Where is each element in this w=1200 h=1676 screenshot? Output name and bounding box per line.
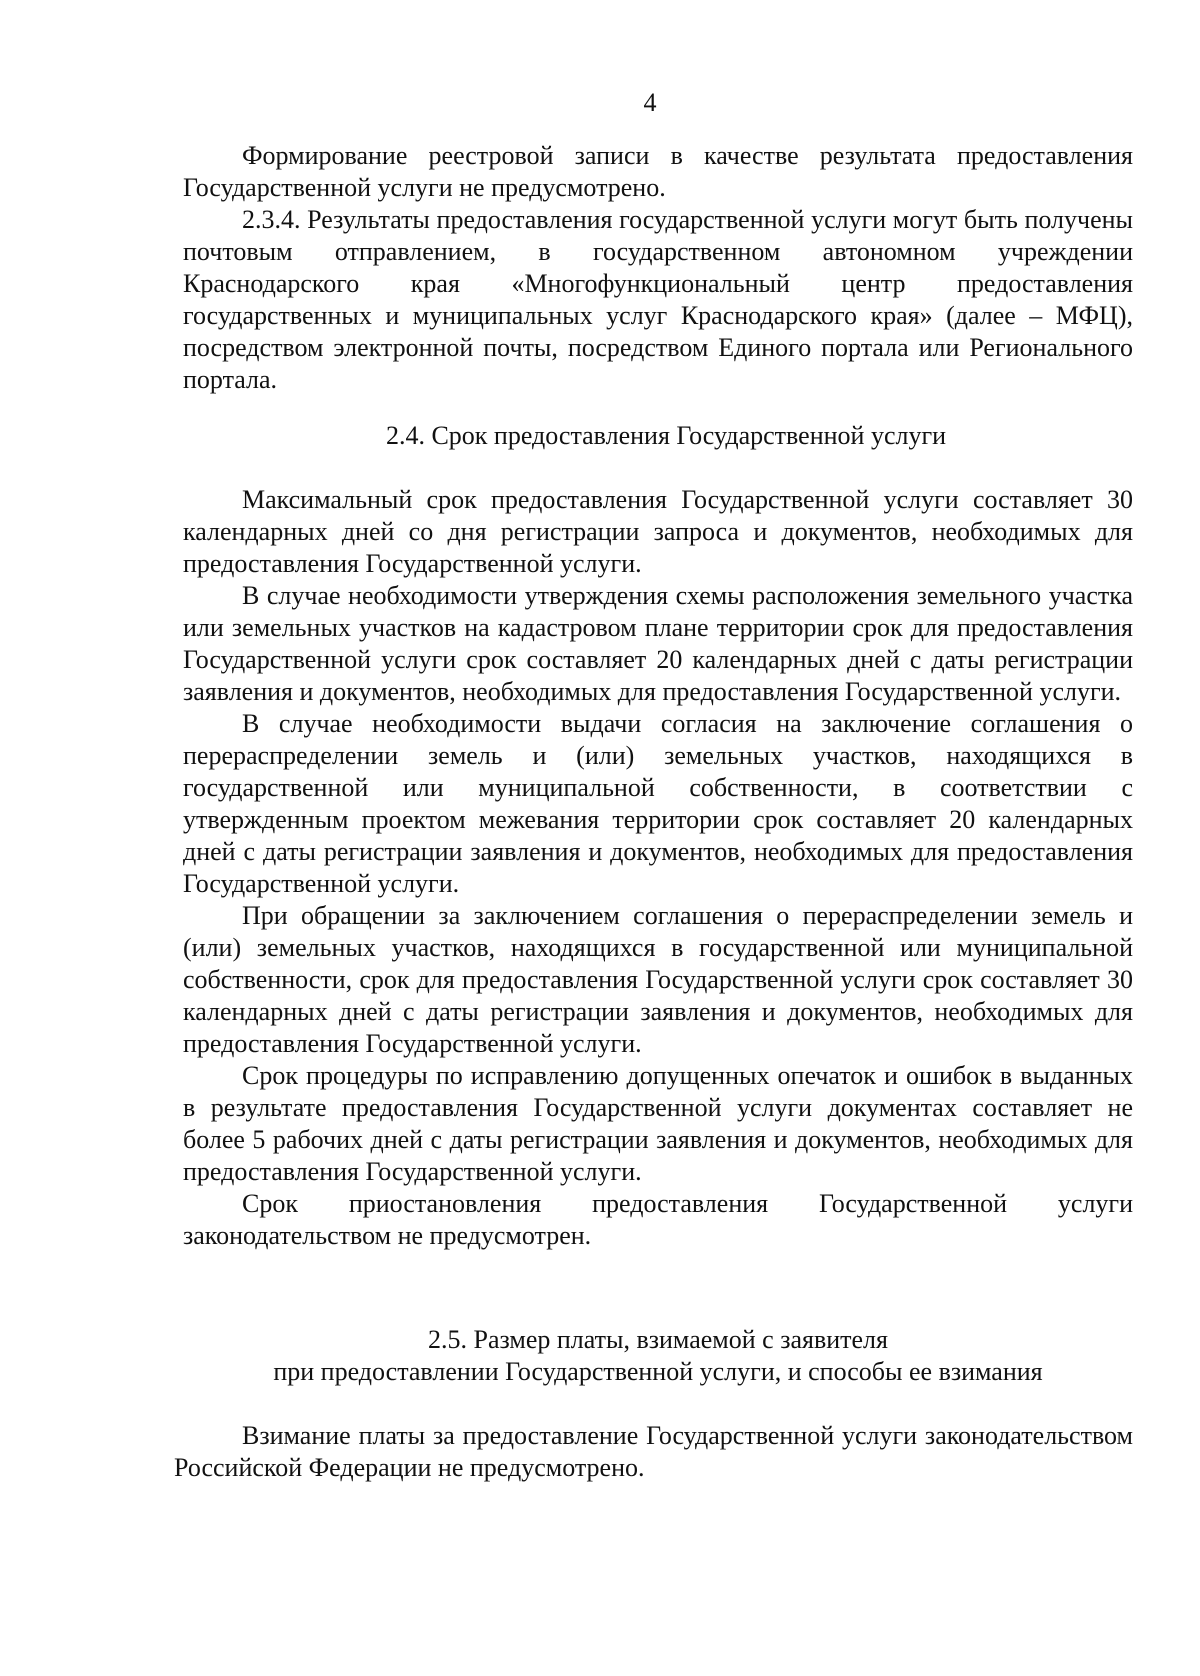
section-heading-2-5-line-1: 2.5. Размер платы, взимаемой с заявителя [427,1325,888,1354]
paragraph-redistribution-agreement-term: При обращении за заключением соглашения о перераспределении земель и (или) земельных участков, находящихся в государственной или муниципальной собственности, срок для предоставления Государственной услуги срок составляет 30 календарных дней с даты регистрации заявления и документов, необходимых для предоставления Государственной услуги. [183,901,1133,1058]
paragraph-redistribution-consent-term: В случае необходимости выдачи согласия на заключение соглашения о перераспределении земель и (или) земельных участков, находящихся в государственной или муниципальной собственности, в соответствии с утвержденным проектом межевания территории срок составляет 20 календарных дней с даты регистрации заявления и документов, необходимых для предоставления Государственной услуги. [183,709,1133,898]
paragraph-registry-record: Формирование реестровой записи в качестве результата предоставления Государственной услуги не предусмотрено. [183,141,1133,202]
paragraph-2-3-4-results: 2.3.4. Результаты предоставления государственной услуги могут быть получены почтовым отправлением, в государственном автономном учреждении Краснодарского края «Многофункциональный центр предоставления государственных и муниципальных услуг Краснодарского края» (далее – МФЦ), посредством электронной почты, посредством Единого портала или Регионального портала. [183,205,1133,394]
page-number: 4 [643,88,657,117]
section-heading-2-5-line-2: при предоставлении Государственной услуги, и способы ее взимания [273,1357,1043,1386]
document-body [174,140,1133,1484]
paragraph-fee: Взимание платы за предоставление Государственной услуги законодательством Российской Федерации не предусмотрено. [174,1421,1133,1482]
paragraph-land-plot-scheme-term: В случае необходимости утверждения схемы расположения земельного участка или земельных участков на кадастровом плане территории срок для предоставления Государственной услуги срок составляет 20 календарных дней с даты регистрации заявления и документов, необходимых для предоставления Государственной услуги. [183,581,1133,706]
section-heading-2-4: 2.4. Срок предоставления Государственной услуги [385,421,947,450]
paragraph-error-correction-term: Срок процедуры по исправлению допущенных опечаток и ошибок в выданных в результате предоставления Государственной услуги документах составляет не более 5 рабочих дней с даты регистрации заявления и документов, необходимых для предоставления Государственной услуги. [183,1061,1133,1186]
paragraph-suspension-term: Срок приостановления предоставления Государственной услуги законодательством не предусмотрен. [183,1189,1133,1250]
paragraph-max-term: Максимальный срок предоставления Государственной услуги составляет 30 календарных дней со дня регистрации запроса и документов, необходимых для предоставления Государственной услуги. [183,485,1133,578]
section-heading-2-5 [183,1324,1133,1388]
